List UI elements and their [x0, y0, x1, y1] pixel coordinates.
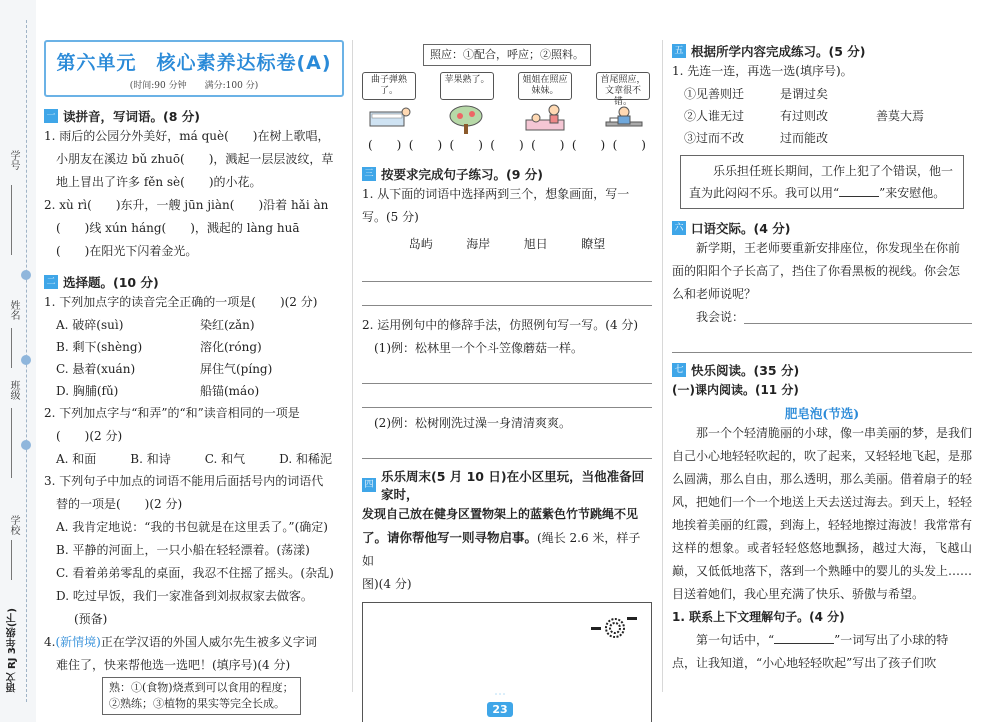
prompt-text: 我会说： [696, 310, 745, 324]
reading-title: 肥皂泡(节选) [784, 406, 860, 421]
binding-margin [0, 0, 36, 722]
section-badge: 七 [672, 363, 686, 377]
pinyin-line: 地上冒出了许多 fěn sè( )的小花。 [56, 175, 262, 189]
question-number: 4. [44, 635, 56, 649]
question-text: 2. 运用例句中的修辞手法，仿照例句写一写。(4 分) [362, 318, 639, 332]
section-title-line [362, 526, 652, 573]
match-right[interactable] [876, 83, 972, 105]
pinyin-line: 2. xù rì( )东升，一艘 jūn jiàn( )沿着 hǎi àn [44, 198, 329, 212]
option: B. 和诗 [130, 452, 171, 466]
scenario-text: 乐乐担任班长期间，工作上犯了个错误，他一 [713, 164, 954, 178]
section-title: 发现自己放在健身区置物架上的蓝紫色竹节跳绳不见 [362, 507, 639, 521]
new-context-tag: (新情境) [55, 635, 101, 649]
meaning-line: ②熟练；③植物的果实等完全长成。 [109, 697, 285, 710]
section-title: 根据所学内容完成练习。(5 分) [691, 44, 866, 59]
picture-writer [596, 72, 652, 134]
page-number-label: 23 [487, 702, 512, 717]
option: 染红(zǎn) [200, 318, 255, 332]
option: A. 我肯定地说：“我的书包就是在这里丢了。”(确定) [56, 520, 328, 534]
section-badge: 一 [44, 109, 58, 123]
pinyin-line: ( )线 xún háng( )，溅起的 làng huā [56, 221, 300, 235]
name-line [11, 328, 12, 368]
answer-blank[interactable]: ( ) [571, 138, 606, 152]
answer-line[interactable] [362, 435, 652, 459]
answer-line[interactable] [362, 282, 652, 306]
match-left[interactable]: ③过而不改 [684, 131, 745, 145]
word: 瞭望 [581, 237, 606, 251]
option: D. 和稀泥 [279, 452, 332, 466]
option: A. 破碎(suì) [56, 318, 124, 332]
section-2-header [44, 273, 344, 291]
question-text: 替的一项是( )(2 分) [56, 497, 183, 511]
answer-blank[interactable]: ( ) [449, 138, 483, 152]
question-text: 1. 先连一连，再选一选(填序号)。 [672, 64, 853, 78]
meaning-box-wrap [44, 677, 344, 715]
word-bank [392, 235, 622, 252]
option: 溶化(róng) [200, 340, 262, 354]
pinyin-line: 小朋友在溪边 bǔ zhuō( )，溅起一层层波纹，草 [56, 152, 334, 166]
name-label: 姓名 [8, 300, 19, 320]
match-right[interactable]: 善莫大焉 [876, 109, 925, 123]
section-4-header [362, 467, 652, 503]
section-badge: 二 [44, 275, 58, 289]
answer-blank[interactable]: ( ) [612, 138, 646, 152]
apple-tree-icon [446, 104, 490, 134]
match-left[interactable]: ①见善则迁 [684, 87, 745, 101]
section-title: 口语交际。(4 分) [691, 221, 791, 236]
column-2 [362, 44, 652, 722]
meaning-box-wrap [362, 44, 652, 66]
question-text: 1. 下列加点字的读音完全正确的一项是( )(2 分) [44, 295, 318, 309]
section-7-header [672, 361, 972, 379]
class-label: 班级 [8, 380, 19, 400]
option: D. 胸脯(fǔ) [56, 384, 119, 398]
pinyin-questions [44, 125, 344, 263]
option: 屏住气(píng) [200, 362, 273, 376]
answer-line[interactable] [672, 329, 972, 353]
answer-line[interactable] [362, 258, 652, 282]
answer-blank[interactable]: ( ) [531, 138, 565, 152]
note: (绳长 2.6 米，样子如 [362, 531, 641, 568]
prompt-text: 面的阳阳个子长高了，挡住了你看黑板的视线。你会怎 [672, 264, 961, 278]
section-1-header [44, 107, 344, 125]
meaning-box: 照应：①配合，呼应；②照料。 [423, 44, 591, 66]
prompt-text: 么和老师说呢？ [672, 287, 757, 301]
question-line [672, 629, 972, 652]
meaning-box [102, 677, 301, 715]
pinyin-line: ( )在阳光下闪着金光。 [56, 244, 198, 258]
question-text [44, 631, 344, 654]
column-3 [672, 42, 972, 675]
answer-blank[interactable]: ( ) [368, 138, 402, 152]
question-text: 2. 下列加点字与“和弄”的“和”读音相同的一项是 [44, 406, 300, 420]
jump-rope-icon [591, 615, 641, 641]
speech-bubble: 苹果熟了。 [440, 72, 494, 100]
reader-icon [602, 104, 646, 134]
match-mid[interactable]: 是谓过矣 [780, 87, 829, 101]
option: D. 吃过早饭，我们一家准备到刘叔叔家去做客。 [56, 589, 313, 603]
question-text: ”一词写出了小球的特 [834, 633, 949, 647]
scenario-text: ”来安慰他。 [879, 186, 946, 200]
answer-blank[interactable] [839, 196, 879, 197]
question-text: 1. 联系上下文理解句子。(4 分) [672, 610, 845, 624]
question-text: 1. 从下面的词语中选择两到三个，想象画面，写一写。(5 分) [362, 187, 630, 224]
picture-row [362, 72, 652, 134]
option: C. 看着弟弟零乱的桌面，我忍不住摇了摇头。(杂乱) [56, 566, 334, 580]
section-title: 了。请你帮他写一则寻物启事。 [362, 530, 538, 545]
spine-label: 语文 RJ 3年级(下) [7, 607, 18, 692]
sisters-icon [524, 104, 568, 134]
student-id-line [11, 185, 12, 255]
option: 船锚(máo) [200, 384, 260, 398]
match-mid[interactable]: 有过则改 [780, 109, 829, 123]
picture-apple [440, 72, 496, 134]
section-5-header [672, 42, 972, 60]
scenario-text-line [689, 182, 955, 204]
meaning-line: 熟：①(食物)烧煮到可以食用的程度； [109, 681, 294, 694]
subsection-title: (一)课内阅读。(11 分) [672, 383, 799, 397]
answer-blank[interactable] [774, 643, 834, 644]
binding-hole [21, 270, 31, 280]
column-1 [44, 40, 344, 715]
answer-line[interactable] [362, 384, 652, 408]
answer-parens [362, 134, 652, 155]
exam-title: 第六单元 核心素养达标卷(A) [56, 52, 332, 74]
option: B. 平静的河面上，一只小船在轻轻漂着。(荡漾) [56, 543, 310, 557]
page-number [486, 694, 514, 717]
q1-options [44, 314, 344, 402]
question-text: 第一句话中，“ [696, 633, 775, 647]
section-title: 乐乐周末(5 月 10 日)在小区里玩，当他准备回家时， [381, 469, 645, 502]
binding-hole [21, 355, 31, 365]
q2-options [44, 448, 344, 470]
reading-passage: 那一个个轻清脆丽的小球，像一串美丽的梦，是我们自己小心地轻轻吹起的，吹了起来，又轻轻地飞起，是那么圆满，那么自由，那么透明，那么美丽。借着扇子的轻风，把她们一个一个地送上天去送过海去。到天上，轻轻地挨着美丽的红霞，到海上，轻轻地擦过海波！我常常有这样的想象。或者轻轻悠悠地飘扬，越过大海，飞越山巅，又低低地落下，落到一个熟睡中的婴儿的头发上……目送着她们，我心里充满了快乐、骄傲与希望。 [672, 426, 973, 601]
answer-row [672, 306, 972, 329]
section-title: 按要求完成句子练习。(9 分) [381, 167, 543, 182]
section-badge: 四 [362, 478, 376, 492]
prompt-text: 新学期，王老师要重新安排座位，你发现坐在你前 [696, 241, 961, 255]
section-3-header [362, 165, 652, 183]
school-label: 学校 [8, 515, 19, 535]
speech-bubble: 首尾照应，文章很不错。 [596, 72, 650, 100]
section-title: 选择题。(10 分) [63, 275, 159, 290]
question-body: 正在学汉语的外国人威尔先生被多义字词 [100, 635, 317, 649]
sun-icon: ˙˙˙ [494, 693, 506, 702]
option: B. 剩下(shèng) [56, 340, 143, 354]
student-id-label: 学号 [8, 150, 19, 170]
scenario-text: 直为此闷闷不乐。我可以用“ [689, 186, 840, 200]
column-divider [352, 40, 353, 692]
word: 海岸 [466, 237, 491, 251]
binding-hole [21, 440, 31, 450]
question-text: 难住了，快来帮他选一选吧！(填序号)(4 分) [56, 658, 291, 672]
example-sentence: (1)例：松林里一个个斗笠像蘑菇一样。 [374, 341, 583, 355]
example-sentence: (2)例：松树刚洗过澡一身清清爽爽。 [374, 416, 571, 430]
question-text: 3. 下列句子中加点的词语不能用后面括号内的词语代 [44, 474, 324, 488]
match-left[interactable]: ②人谁无过 [684, 109, 745, 123]
section-6-header [672, 219, 972, 237]
class-line [11, 408, 12, 478]
answer-blank[interactable]: ( ) [490, 138, 524, 152]
pinyin-line: 1. 雨后的公园分外美好，má què( )在树上歌唱， [44, 129, 330, 143]
picture-sisters [518, 72, 574, 134]
question-text: ( )(2 分) [56, 429, 123, 443]
speech-bubble: 曲子弹熟了。 [362, 72, 416, 100]
option: C. 和气 [204, 452, 246, 466]
school-line [11, 540, 12, 580]
word: 岛屿 [408, 237, 433, 251]
scenario-box [680, 155, 964, 209]
option: (预备) [74, 612, 108, 626]
option: A. 和面 [56, 452, 97, 466]
match-mid[interactable]: 过而能改 [780, 131, 829, 145]
option: C. 悬着(xuán) [56, 362, 136, 376]
piano-icon [368, 104, 412, 134]
note: 图)(4 分) [362, 577, 412, 591]
answer-line[interactable] [362, 360, 652, 384]
speech-bubble: 姐姐在照应妹妹。 [518, 72, 572, 100]
answer-line[interactable] [744, 306, 972, 324]
answer-blank[interactable]: ( ) [408, 138, 443, 152]
section-badge: 三 [362, 167, 376, 181]
section-title: 快乐阅读。(35 分) [691, 363, 800, 378]
section-title: 读拼音，写词语。(8 分) [63, 109, 200, 124]
exam-title-box [44, 40, 344, 97]
matching-grid [672, 83, 972, 149]
section-badge: 五 [672, 44, 686, 58]
picture-piano [362, 72, 418, 134]
word: 旭日 [523, 237, 548, 251]
section-badge: 六 [672, 221, 686, 235]
match-right[interactable] [876, 127, 972, 149]
question-text: 点，让我知道，“小心地轻轻吹起”写出了孩子们吹 [672, 656, 937, 670]
exam-subtitle: (时间:90 分钟 满分:100 分) [129, 81, 259, 91]
column-divider [662, 40, 663, 692]
